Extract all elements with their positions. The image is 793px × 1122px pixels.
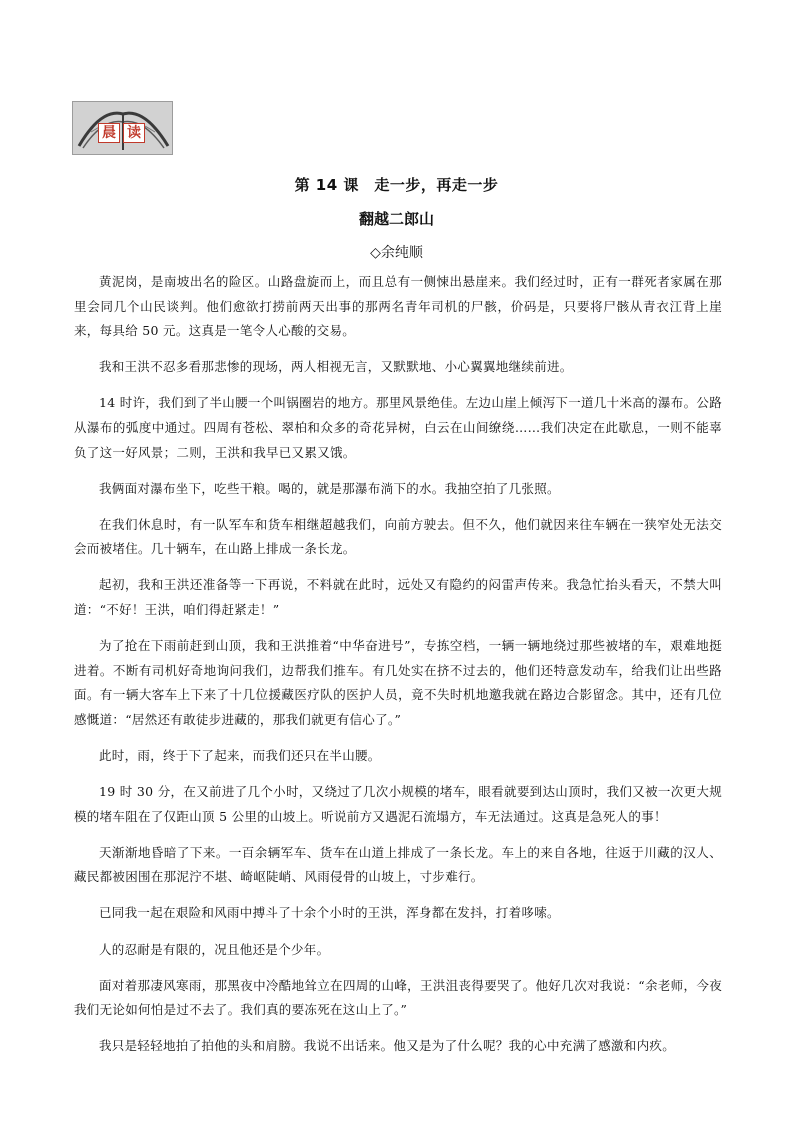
paragraph: 此时，雨，终于下了起来，而我们还只在半山腰。 [99, 748, 381, 763]
lesson-title: 第 14 课 走一步，再走一步 [294, 176, 499, 194]
chendu-logo [72, 101, 173, 155]
paragraph: 在我们休息时，有一队军车和货车相继超越我们，向前方驶去。但不久，他们就因来往车辆在一狭窄处无法交会而被堵住。几十辆车，在山路上排成一条长龙。 [74, 516, 722, 557]
paragraph: 面对着那凄风寒雨，那黑夜中冷酷地耸立在四周的山峰，王洪沮丧得要哭了。他好几次对我说：“余老师，今夜我们无论如何怕是过不去了。我们真的要冻死在这山上了。” [74, 977, 722, 1018]
logo-char-chen: 晨 [98, 123, 120, 143]
paragraph: 14 时许，我们到了半山腰一个叫锅圈岩的地方。那里风景绝佳。左边山崖上倾泻下一道几十米高的瀑布。公路从瀑布的弧度中通过。四周有苍松、翠柏和众多的奇花异树，白云在山间缭绕……我们决定在此歇息，一则不能辜负了这一好风景；二则，王洪和我早已又累又饿。 [74, 395, 722, 460]
paragraph: 黄泥岗，是南坡出名的险区。山路盘旋而上，而且总有一侧悚出悬崖来。我们经过时，正有一群死者家属在那里会同几个山民谈判。他们愈欲打捞前两天出事的那两名青年司机的尸骸，价码是，只要将尸骸从青衣江背上崖来，每具给 50 元。这真是一笔令人心酸的交易。 [74, 274, 722, 339]
author-line: ◇余纯顺 [370, 245, 423, 261]
article-body [74, 270, 722, 1070]
paragraph: 19 时 30 分，在又前进了几个小时，又绕过了几次小规模的堵车，眼看就要到达山顶时，我们又被一次更大规模的堵车阻在了仅距山顶 5 公里的山坡上。听说前方又遇泥石流塌方，车无法通过。这真是急死人的事！ [74, 784, 722, 824]
paragraph: 我和王洪不忍多看那悲惨的现场，两人相视无言，又默默地、小心翼翼地继续前进。 [99, 359, 573, 375]
paragraph: 起初，我和王洪还准备等一下再说，不料就在此时，远处又有隐约的闷雷声传来。我急忙抬头看天，不禁大叫道：“不好！王洪，咱们得赶紧走！” [74, 577, 722, 618]
article-title: 翻越二郎山 [358, 210, 434, 228]
paragraph: 已同我一起在艰险和风雨中搏斗了十余个小时的王洪，浑身都在发抖，打着哆嗦。 [99, 905, 560, 921]
logo-char-du: 读 [123, 123, 145, 143]
paragraph: 天渐渐地昏暗了下来。一百余辆军车、货车在山道上排成了一条长龙。车上的来自各地，往返于川藏的汉人、藏民都被困围在那泥泞不堪、崎岖陡峭、风雨侵骨的山坡上，寸步难行。 [74, 844, 722, 885]
paragraph: 我只是轻轻地拍了拍他的头和肩膀。我说不出话来。他又是为了什么呢？我的心中充满了感激和内疚。 [99, 1038, 676, 1054]
paragraph: 人的忍耐是有限的，况且他还是个少年。 [99, 941, 330, 957]
paragraph: 我俩面对瀑布坐下，吃些干粮。喝的，就是那瀑布淌下的水。我抽空拍了几张照。 [99, 480, 560, 496]
paragraph: 为了抢在下雨前赶到山顶，我和王洪推着“中华奋进号”，专拣空档，一辆一辆地绕过那些被堵的车，艰难地挺进着。不断有司机好奇地询问我们，边帮我们推车。有几处实在挤不过去的，他们还特意发动车，给我们让出些路面。有一辆大客车上下来了十几位援藏医疗队的医护人员，竟不失时机地邀我就在路边合影留念。其中，还有几位感慨道：“居然还有敢徒步进藏的，那我们就更有信心了。” [74, 638, 722, 727]
